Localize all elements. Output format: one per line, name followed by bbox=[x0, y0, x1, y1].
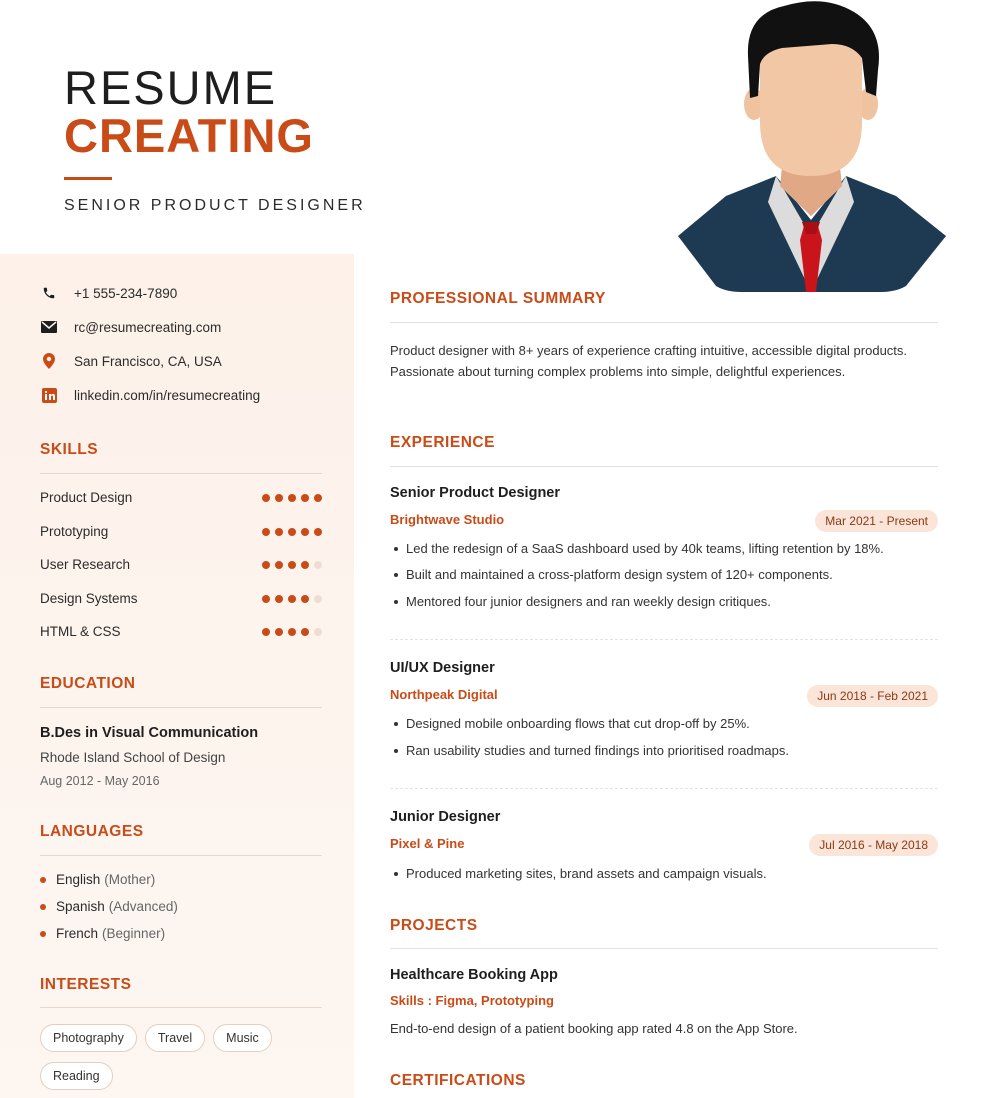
location-pin-icon bbox=[40, 352, 58, 370]
skill-name: User Research bbox=[40, 557, 131, 572]
phone-icon bbox=[40, 284, 58, 302]
company-name: Northpeak Digital bbox=[390, 687, 498, 702]
skill-rating bbox=[262, 561, 322, 569]
rating-dot bbox=[275, 561, 283, 569]
bullet-text: Built and maintained a cross-platform design system of 120+ components. bbox=[406, 567, 833, 582]
interest-tag: Travel bbox=[145, 1024, 205, 1052]
rating-dot bbox=[314, 528, 322, 536]
rating-dot bbox=[288, 561, 296, 569]
education-heading: EDUCATION bbox=[40, 675, 136, 692]
rating-dot bbox=[314, 595, 322, 603]
rating-dot bbox=[262, 528, 270, 536]
linkedin-icon bbox=[40, 386, 58, 404]
rating-dot bbox=[288, 628, 296, 636]
skills-divider bbox=[40, 473, 322, 474]
language-level: (Advanced) bbox=[108, 899, 178, 914]
projects-heading: PROJECTS bbox=[390, 917, 478, 934]
date-range-badge: Mar 2021 - Present bbox=[815, 510, 938, 532]
job-title-subtitle: SENIOR PRODUCT DESIGNER bbox=[64, 197, 366, 214]
skill-row bbox=[40, 524, 322, 539]
experience-heading: EXPERIENCE bbox=[390, 434, 495, 451]
languages-heading: LANGUAGES bbox=[40, 823, 144, 840]
interests-divider bbox=[40, 1007, 322, 1008]
bullet-text: Designed mobile onboarding flows that cut drop-off by 25%. bbox=[406, 716, 750, 731]
language-item bbox=[40, 899, 178, 914]
language-name: French bbox=[56, 926, 99, 941]
bullet-icon bbox=[394, 749, 398, 753]
bullet-icon bbox=[394, 872, 398, 876]
summary-text: Product designer with 8+ years of experience crafting intuitive, accessible digital products. Passionate about turning complex problems into simple, delightful experiences. bbox=[390, 343, 908, 379]
certifications-heading: CERTIFICATIONS bbox=[390, 1072, 526, 1089]
language-name: English bbox=[56, 872, 101, 887]
rating-dot bbox=[275, 494, 283, 502]
interests-heading: INTERESTS bbox=[40, 976, 132, 993]
contact-phone[interactable] bbox=[40, 284, 177, 302]
bullet-text: Produced marketing sites, brand assets and campaign visuals. bbox=[406, 866, 767, 881]
skill-name: Prototyping bbox=[40, 524, 109, 539]
skill-name: Design Systems bbox=[40, 591, 138, 606]
rating-dot bbox=[262, 561, 270, 569]
job-bullet bbox=[390, 594, 771, 609]
language-level: (Beginner) bbox=[102, 926, 166, 941]
bullet-icon bbox=[40, 904, 46, 910]
job-bullet bbox=[390, 567, 833, 582]
job-title: UI/UX Designer bbox=[390, 660, 495, 676]
rating-dot bbox=[262, 494, 270, 502]
skill-name: Product Design bbox=[40, 490, 133, 505]
interest-tag: Music bbox=[213, 1024, 272, 1052]
skill-row bbox=[40, 557, 322, 572]
interest-tag: Reading bbox=[40, 1062, 113, 1090]
interest-tag: Photography bbox=[40, 1024, 137, 1052]
title-line-1: RESUME bbox=[64, 61, 278, 114]
rating-dot bbox=[314, 628, 322, 636]
rating-dot bbox=[314, 561, 322, 569]
project-description: End-to-end design of a patient booking app rated 4.8 on the App Store. bbox=[390, 1021, 798, 1036]
language-name: Spanish bbox=[56, 899, 105, 914]
title-accent-rule bbox=[64, 177, 112, 180]
education-degree: B.Des in Visual Communication bbox=[40, 725, 259, 741]
skill-rating bbox=[262, 494, 322, 502]
project-name: Healthcare Booking App bbox=[390, 967, 558, 983]
contact-phone-text: +1 555-234-7890 bbox=[74, 285, 178, 301]
rating-dot bbox=[275, 595, 283, 603]
language-level: (Mother) bbox=[104, 872, 156, 887]
rating-dot bbox=[314, 494, 322, 502]
skill-rating bbox=[262, 595, 322, 603]
contact-location bbox=[40, 352, 222, 370]
profile-avatar bbox=[656, 0, 966, 296]
languages-divider bbox=[40, 855, 322, 856]
summary-divider bbox=[390, 322, 938, 323]
contact-linkedin[interactable] bbox=[40, 386, 260, 404]
bullet-text: Ran usability studies and turned findings into prioritised roadmaps. bbox=[406, 743, 789, 758]
bullet-text: Led the redesign of a SaaS dashboard used by 40k teams, lifting retention by 18%. bbox=[406, 541, 884, 556]
education-divider bbox=[40, 707, 322, 708]
rating-dot bbox=[301, 561, 309, 569]
project-skills: Skills : Figma, Prototyping bbox=[390, 993, 554, 1008]
rating-dot bbox=[262, 628, 270, 636]
bullet-text: Mentored four junior designers and ran weekly design critiques. bbox=[406, 594, 771, 609]
rating-dot bbox=[275, 528, 283, 536]
job-separator bbox=[390, 639, 938, 640]
contact-email-text: rc@resumecreating.com bbox=[74, 319, 222, 335]
rating-dot bbox=[301, 528, 309, 536]
projects-divider bbox=[390, 948, 938, 949]
bullet-icon bbox=[40, 931, 46, 937]
bullet-icon bbox=[394, 600, 398, 604]
language-item bbox=[40, 872, 155, 887]
bullet-icon bbox=[394, 547, 398, 551]
summary-heading: PROFESSIONAL SUMMARY bbox=[390, 290, 606, 307]
title-line-2: CREATING bbox=[64, 109, 314, 162]
contact-linkedin-text: linkedin.com/in/resumecreating bbox=[74, 387, 261, 403]
job-bullet bbox=[390, 716, 750, 731]
rating-dot bbox=[288, 494, 296, 502]
skills-heading: SKILLS bbox=[40, 441, 99, 458]
rating-dot bbox=[288, 528, 296, 536]
skill-rating bbox=[262, 628, 322, 636]
contact-email[interactable] bbox=[40, 318, 221, 336]
skill-row bbox=[40, 591, 322, 606]
company-name: Pixel & Pine bbox=[390, 836, 465, 851]
skill-row bbox=[40, 490, 322, 505]
rating-dot bbox=[275, 628, 283, 636]
date-range-badge: Jul 2016 - May 2018 bbox=[809, 834, 938, 856]
education-dates: Aug 2012 - May 2016 bbox=[40, 774, 160, 788]
education-school: Rhode Island School of Design bbox=[40, 750, 226, 765]
language-item bbox=[40, 926, 165, 941]
job-title: Junior Designer bbox=[390, 809, 501, 825]
rating-dot bbox=[301, 628, 309, 636]
rating-dot bbox=[288, 595, 296, 603]
rating-dot bbox=[262, 595, 270, 603]
contact-location-text: San Francisco, CA, USA bbox=[74, 353, 222, 369]
bullet-icon bbox=[394, 573, 398, 577]
date-range-badge: Jun 2018 - Feb 2021 bbox=[807, 685, 938, 707]
job-title: Senior Product Designer bbox=[390, 485, 561, 501]
rating-dot bbox=[301, 494, 309, 502]
skill-rating bbox=[262, 528, 322, 536]
experience-divider bbox=[390, 466, 938, 467]
bullet-icon bbox=[40, 877, 46, 883]
skill-row bbox=[40, 624, 322, 639]
job-bullet bbox=[390, 743, 789, 758]
job-bullet bbox=[390, 541, 884, 556]
job-bullet bbox=[390, 866, 767, 881]
email-icon bbox=[40, 318, 58, 336]
skill-name: HTML & CSS bbox=[40, 624, 121, 639]
rating-dot bbox=[301, 595, 309, 603]
bullet-icon bbox=[394, 722, 398, 726]
interests-tags bbox=[40, 1024, 330, 1090]
company-name: Brightwave Studio bbox=[390, 512, 505, 527]
job-separator bbox=[390, 788, 938, 789]
